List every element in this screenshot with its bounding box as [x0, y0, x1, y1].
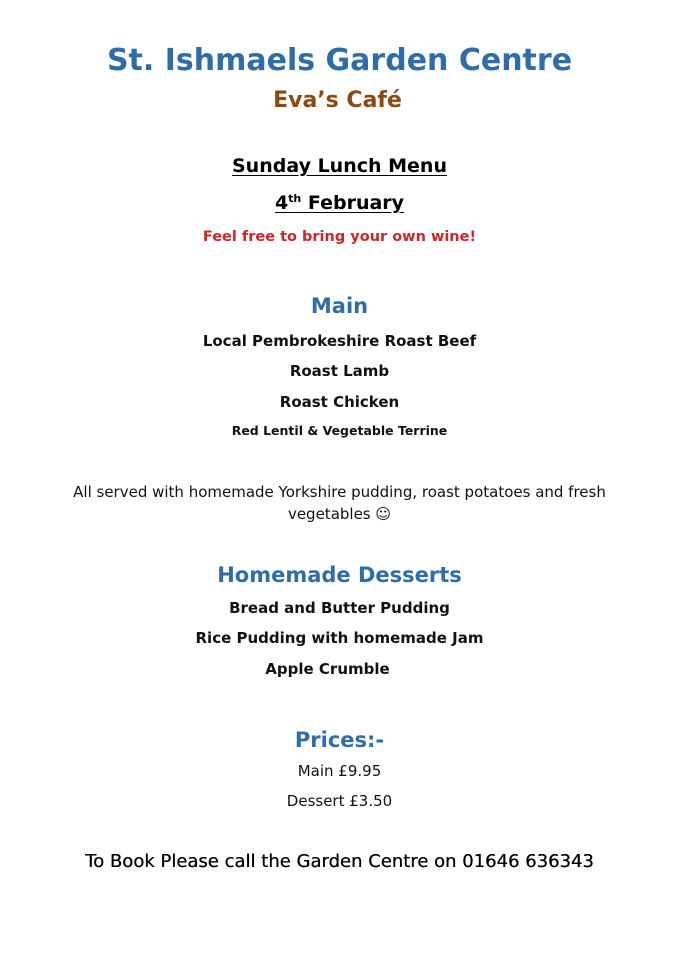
prices-section-heading: Prices:-	[294, 728, 385, 752]
dessert-item: Rice Pudding with homemade Jam	[195, 629, 484, 647]
menu-date	[0, 194, 679, 213]
wine-note: Feel free to bring your own wine!	[202, 229, 477, 245]
dessert-item: Apple Crumble	[265, 660, 390, 678]
main-item: Red Lentil & Vegetable Terrine	[231, 423, 448, 438]
main-section-heading: Main	[310, 294, 369, 318]
date-day: 4	[274, 192, 289, 214]
booking-info: To Book Please call the Garden Centre on 01646 636343	[85, 851, 594, 872]
main-item: Local Pembrokeshire Roast Beef	[202, 332, 477, 350]
cafe-name-text: Eva’s Café	[273, 88, 402, 113]
price-main: Main £9.95	[297, 762, 382, 780]
desserts-section-heading: Homemade Desserts	[217, 563, 462, 587]
main-item: Roast Lamb	[289, 362, 390, 380]
date-suffix: th	[288, 192, 302, 205]
smiley-icon: ☺	[375, 505, 392, 523]
cafe-name	[0, 90, 679, 112]
served-with-note	[30, 481, 649, 525]
main-item: Roast Chicken	[279, 393, 400, 411]
page-title: St. Ishmaels Garden Centre	[106, 43, 573, 78]
served-with-text: All served with homemade Yorkshire pudding, roast potatoes and fresh vegetables	[73, 483, 606, 523]
menu-heading: Sunday Lunch Menu	[232, 155, 447, 177]
date-month: February	[307, 192, 405, 214]
dessert-item: Bread and Butter Pudding	[229, 599, 450, 617]
price-dessert: Dessert £3.50	[286, 792, 393, 810]
